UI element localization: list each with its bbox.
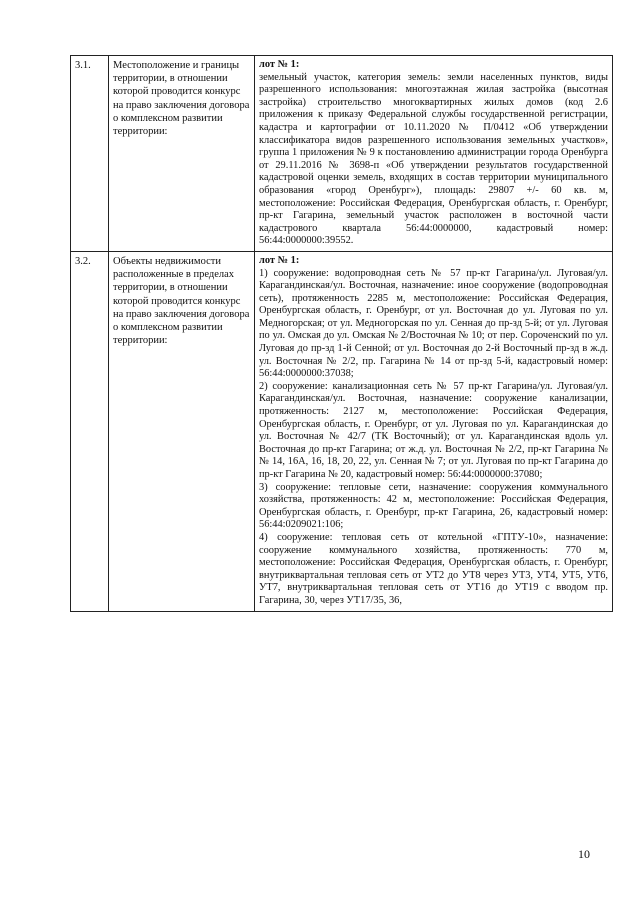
paragraph: 4) сооружение: тепловая сеть от котельной «ГПТУ-10», назначение: сооружение коммунального хозяйства, протяженность: 770 м, местоположение: Российская Федерация, Оренбургская область, г. Оренбург, внутриквартальная тепловая сеть от УТ2 до УТ8 через УТ3, УТ4, УТ5, УТ6, УТ7, внутриквартальная тепловая сеть от УТ16 до УТ19 с вводом пр. Гагарина, 30, через УТ17/35, 36, (259, 531, 608, 606)
content-table (70, 55, 613, 612)
row-label: Местоположение и границы территории, в отношении которой проводится конкурс на право заключения договора о комплексном развитии территории: (109, 56, 255, 252)
page-number: 10 (578, 847, 590, 861)
table-row (71, 251, 613, 611)
row-content (255, 251, 613, 611)
row-content (255, 56, 613, 252)
paragraph: 1) сооружение: водопроводная сеть № 57 пр-кт Гагарина/ул. Луговая/ул. Карагандинская/ул. Восточная, назначение: иное сооружение (водопроводная сеть), протяженность 2285 м, местоположение: Российская Федерация, Оренбургская область, г. Оренбург, от ул. Восточная до ул. Луговая по ул. Медногорская; от ул. Медногорская по ул. Сенная до пр-зд 5-й; от ул. Луговая по ул. Омская до ул. Омская № 2/Восточная № 10; от пер. Сороченский по ул. Луговая до пр-зд 1-й Сенной; от ул. Восточная до 2-й Восточный пр-зд в ж.д. ул. Восточная № 2/2, пр. Гагарина № 14 от пр-зд 5-й, кадастровый номер: 56:44:0000000:37038; (259, 267, 608, 380)
row-number: 3.1. (71, 56, 109, 252)
lot-heading: лот № 1: (259, 59, 300, 70)
row-number: 3.2. (71, 251, 109, 611)
row-label: Объекты недвижимости расположенные в пределах территории, в отношении которой проводится конкурс на право заключения договора о комплексном развитии территории: (109, 251, 255, 611)
paragraph: 2) сооружение: канализационная сеть № 57 пр-кт Гагарина/ул. Луговая/ул. Карагандинская/ул. Восточная, назначение: сооружение канализации, протяженность: 2127 м, местоположение: Российская Федерация, Оренбургская область, г. Оренбург, от ул. Луговая по ул. Карагандинская до ул. Восточная № 42/7 (ТК Восточный); от ул. Карагандинская вдоль ул. Восточная до пр-кт Гагарина; от ж.д. ул. Восточная № 2/2, пр-кт Гагарина №№ 14, 16А, 16, 18, 20, 22, ул. Сенная № 7; от ул. Луговая по пр-кт Гагарина до пр-кт Гагарина № 20, кадастровый номер: 56:44:0000000:37080; (259, 380, 608, 480)
lot-heading: лот № 1: (259, 254, 300, 266)
table-row (71, 56, 613, 252)
paragraph: 3) сооружение: тепловые сети, назначение: сооружения коммунального хозяйства, протяженность: 42 м, местоположение: Российская Федерация, Оренбургская область, г. Оренбург, пр-кт Гагарина, 26, кадастровый номер: 56:44:0209021:106; (259, 481, 608, 531)
paragraph: земельный участок, категория земель: земли населенных пунктов, виды разрешенного использования: многоэтажная жилая застройка (высотная застройка) строительство многоквартирных жилых домов (код 2.6 приложения к приказу Федеральной службы государственной регистрации, кадастра и картографии от 10.11.2020 № П/0412 «Об утверждении классификатора видов разрешенного использования земельных участков», группа 1 приложения № 9 к постановлению администрации города Оренбурга от 29.11.2016 № 3698-п «Об утверждении результатов государственной кадастровой оценки земель, входящих в состав территории муниципального образования «город Оренбург»), площадь: 29807 +/- 60 кв. м, местоположение: Российская Федерация, Оренбургская область, г. Оренбург, пр-кт Гагарина, земельный участок расположен в восточной части кадастрового квартала 56:44:0000000, кадастровый номер: 56:44:0000000:39552. (259, 71, 608, 247)
